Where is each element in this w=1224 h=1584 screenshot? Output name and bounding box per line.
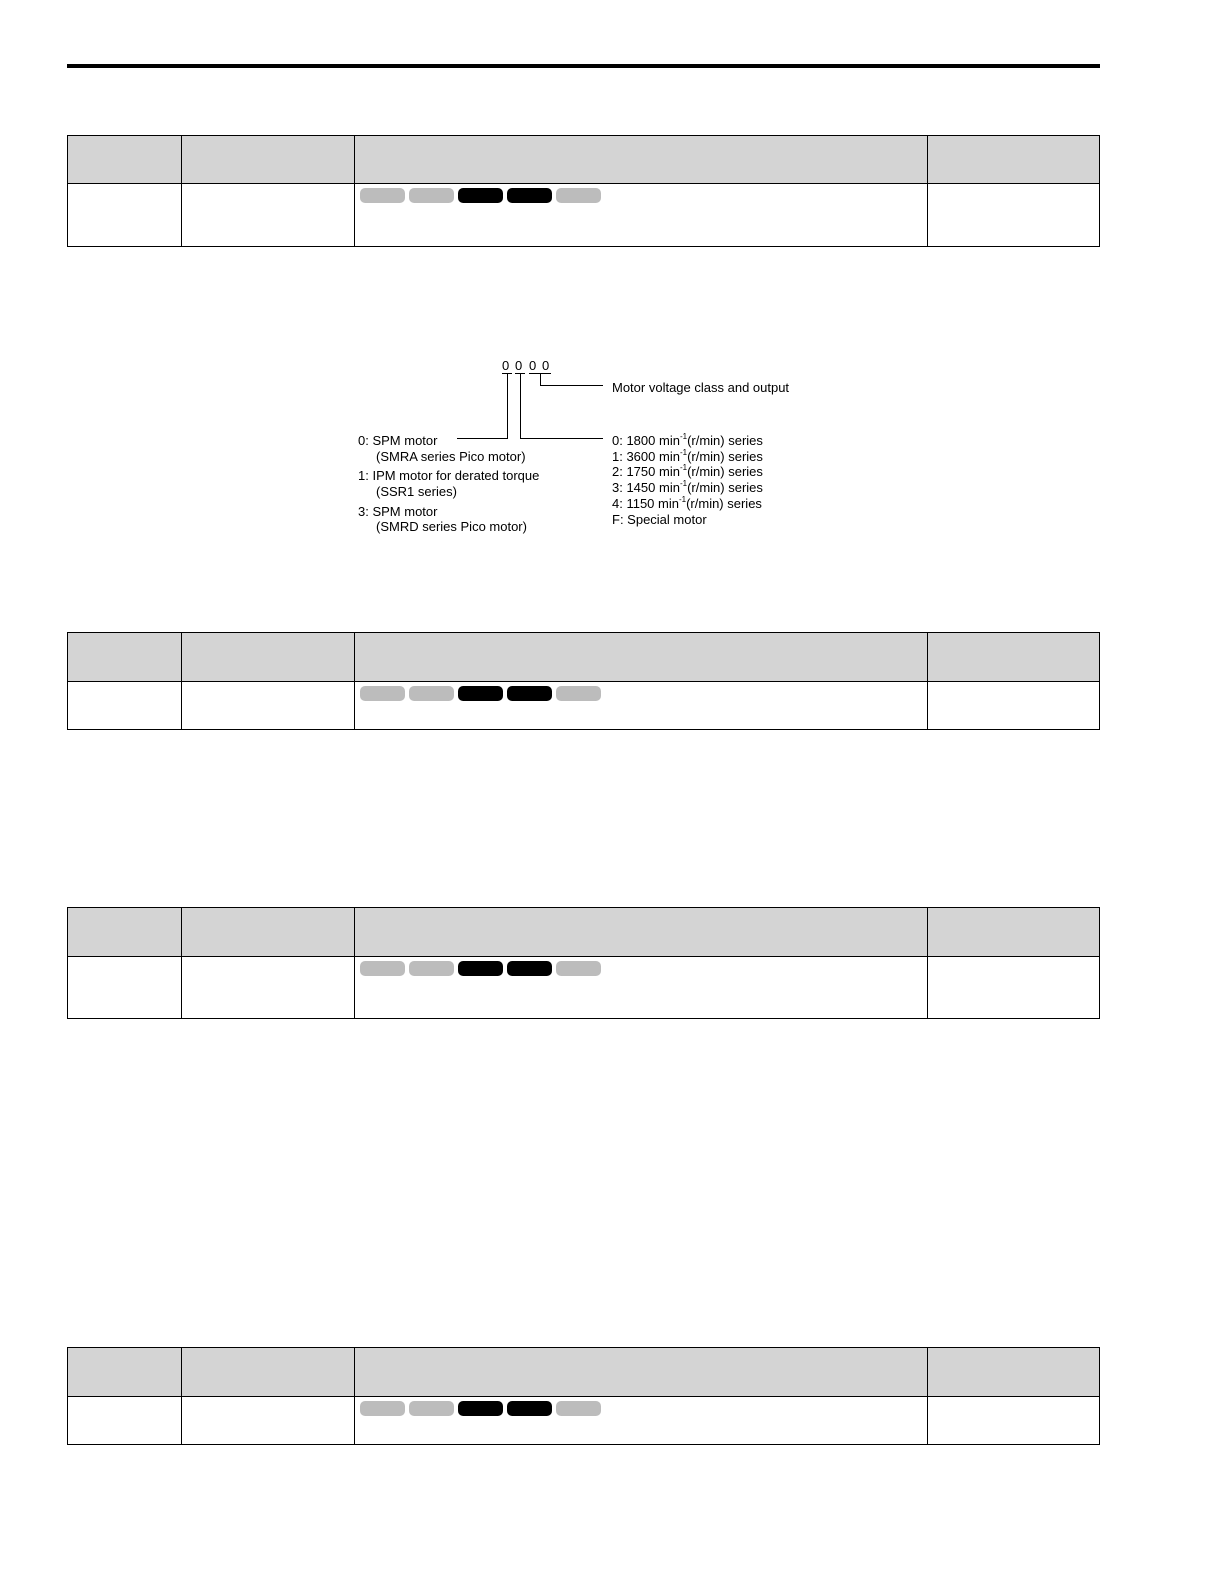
mode-badge: [360, 188, 405, 203]
speed-series-item: 0: 1800 $\min^{-1}(r/\min)$ series: [612, 432, 763, 448]
cell-default: [928, 1397, 1099, 1444]
mode-badge: [360, 686, 405, 701]
table-body-row: [68, 184, 1099, 246]
connector-line: [540, 385, 603, 386]
header-cell-name: [182, 1348, 355, 1396]
control-mode-badges: [360, 1401, 601, 1416]
motor-voltage-label: Motor voltage class and output: [612, 380, 790, 395]
left-item-line2: (SMRD series Pico motor): [376, 519, 527, 534]
mode-badge: [360, 1401, 405, 1416]
cell-name: [182, 1397, 355, 1444]
cell-default: [928, 682, 1099, 729]
mode-badge: [507, 188, 552, 203]
mode-badge: [409, 1401, 454, 1416]
mode-badge: [556, 961, 601, 976]
left-item-line1: 3: SPM motor: [358, 504, 438, 519]
cell-no: [68, 682, 182, 729]
special-motor-item: F: Special motor: [612, 512, 707, 527]
mode-badge: [458, 188, 503, 203]
speed-series-item: 4: 1150 $\min^{-1}(r/\min)$ series: [612, 495, 762, 511]
header-cell-default: [928, 1348, 1099, 1396]
speed-series-item: 3: 1450 $\min^{-1}(r/\min)$ series: [612, 479, 763, 495]
header-cell-default: [928, 136, 1099, 183]
code-digit-4: 0: [542, 358, 550, 373]
mode-badge: [360, 961, 405, 976]
mode-badge: [409, 188, 454, 203]
mode-badge: [556, 188, 601, 203]
control-mode-badges: [360, 961, 601, 976]
header-cell-no: [68, 1348, 182, 1396]
top-rule: [67, 64, 1100, 68]
header-cell-name: [182, 908, 355, 956]
speed-series-item: 1: 3600 $\min^{-1}(r/\min)$ series: [612, 448, 763, 464]
control-mode-badges: [360, 686, 601, 701]
header-cell-name: [182, 633, 355, 681]
mode-badge: [458, 686, 503, 701]
motor-code-diagram: [340, 350, 840, 550]
mode-badge: [507, 686, 552, 701]
table-body-row: [68, 1397, 1099, 1444]
header-cell-description: [355, 136, 928, 183]
cell-default: [928, 957, 1099, 1018]
cell-no: [68, 1397, 182, 1444]
mode-badge: [507, 961, 552, 976]
parameter-table-3: [67, 907, 1100, 1019]
left-item-line2: (SSR1 series): [376, 484, 457, 499]
cell-no: [68, 184, 182, 246]
mode-badge: [409, 961, 454, 976]
mode-badge: [507, 1401, 552, 1416]
left-item-line1: 0: SPM motor: [358, 433, 438, 448]
table-header-row: [68, 1348, 1099, 1397]
cell-description: [355, 1397, 928, 1444]
mode-badge: [458, 961, 503, 976]
cell-description: [355, 682, 928, 729]
connector-line: [520, 438, 603, 439]
header-cell-description: [355, 633, 928, 681]
cell-description: [355, 184, 928, 246]
header-cell-no: [68, 136, 182, 183]
cell-name: [182, 184, 355, 246]
header-cell-default: [928, 908, 1099, 956]
mode-badge: [556, 686, 601, 701]
table-header-row: [68, 136, 1099, 184]
control-mode-badges: [360, 188, 601, 203]
cell-no: [68, 957, 182, 1018]
mode-badge: [556, 1401, 601, 1416]
cell-default: [928, 184, 1099, 246]
left-item-line1: 1: IPM motor for derated torque: [358, 468, 540, 483]
parameter-table-1: [67, 135, 1100, 247]
speed-series-item: 2: 1750 $\min^{-1}(r/\min)$ series: [612, 463, 763, 479]
cell-name: [182, 957, 355, 1018]
code-digit-3: 0: [529, 358, 537, 373]
header-cell-no: [68, 633, 182, 681]
table-header-row: [68, 633, 1099, 682]
header-cell-description: [355, 908, 928, 956]
parameter-table-4: [67, 1347, 1100, 1445]
connector-line: [520, 373, 521, 439]
table-body-row: [68, 682, 1099, 729]
mode-badge: [409, 686, 454, 701]
cell-name: [182, 682, 355, 729]
table-header-row: [68, 908, 1099, 957]
code-digit-2: 0: [515, 358, 523, 373]
mode-badge: [458, 1401, 503, 1416]
header-cell-default: [928, 633, 1099, 681]
left-item-line2: (SMRA series Pico motor): [376, 449, 526, 464]
parameter-table-2: [67, 632, 1100, 730]
code-digit-1: 0: [502, 358, 510, 373]
connector-line: [507, 373, 508, 439]
cell-description: [355, 957, 928, 1018]
connector-line: [457, 438, 508, 439]
header-cell-description: [355, 1348, 928, 1396]
header-cell-name: [182, 136, 355, 183]
header-cell-no: [68, 908, 182, 956]
table-body-row: [68, 957, 1099, 1018]
